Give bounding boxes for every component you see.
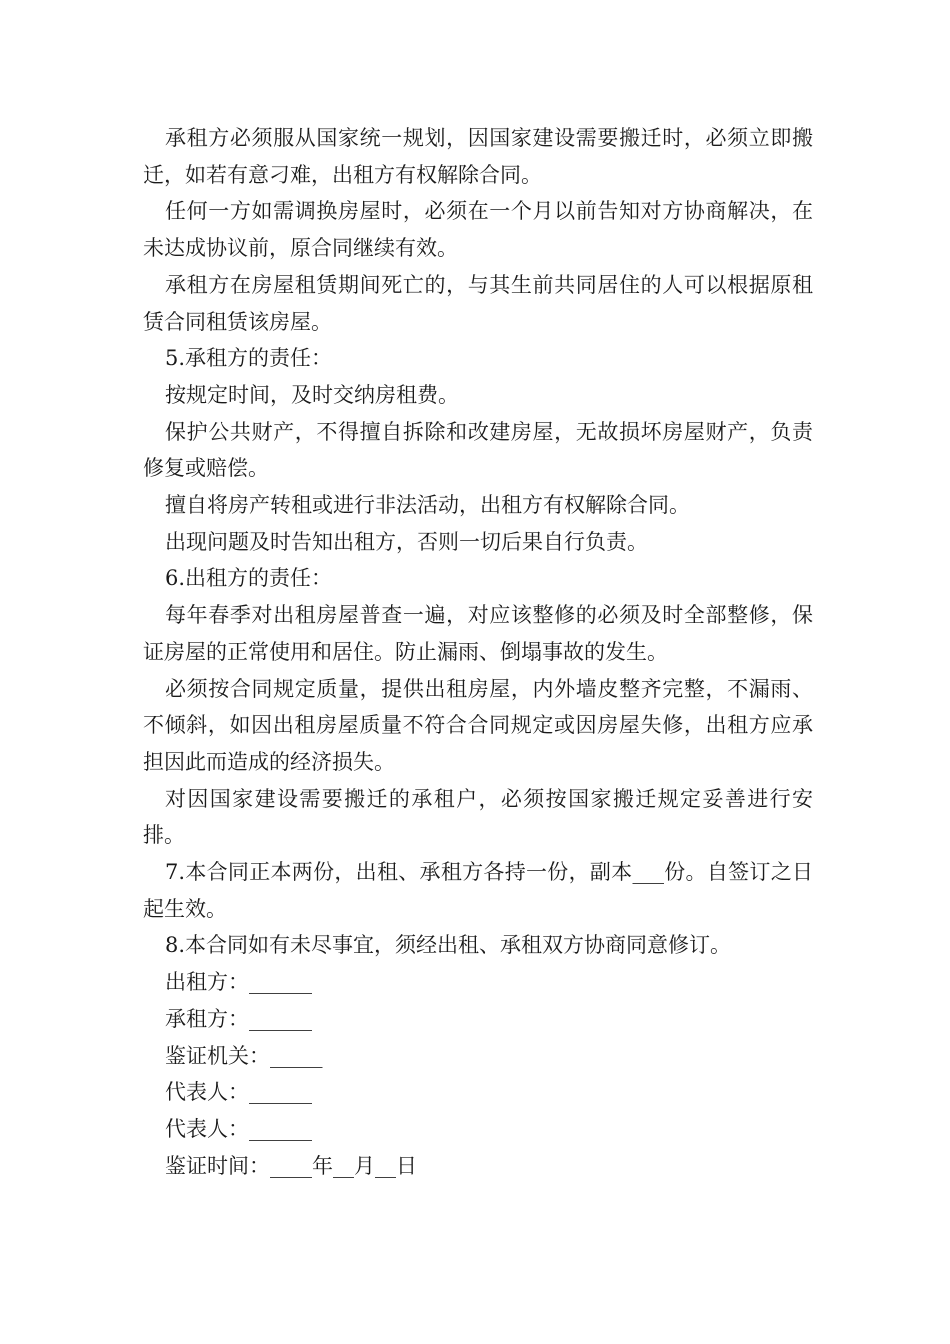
paragraph-pay-rent: 按规定时间，及时交纳房租费。 [165,382,459,407]
signature-landlord: 出租方：______ [165,970,312,995]
paragraph-amendments: 8.本合同如有未尽事宜，须经出租、承租双方协商同意修订。 [165,933,732,958]
paragraph-quality-requirement: 必须按合同规定质量，提供出租房屋，内外墙皮整齐完整，不漏雨、不倾斜，如因出租房屋质量不符合合同规定或因房屋失修，出租方应承担因此而造成的经济损失。 [143,676,813,774]
paragraph-report-problems: 出现问题及时告知出租方，否则一切后果自行负责。 [165,529,648,554]
signature-tenant: 承租方：______ [165,1006,312,1031]
paragraph-no-sublet: 擅自将房产转租或进行非法活动，出租方有权解除合同。 [165,493,690,518]
paragraph-relocation-arrangement: 对因国家建设需要搬迁的承租户，必须按国家搬迁规定妥善进行安排。 [143,786,813,848]
signature-representative: 代表人：______ [165,1080,312,1105]
signature-date: 鉴证时间：____年__月__日 [165,1153,417,1178]
signature-representative: 代表人：______ [165,1116,312,1141]
paragraph-house-exchange: 任何一方如需调换房屋时，必须在一个月以前告知对方协商解决，在未达成协议前，原合同继续有效。 [143,199,813,261]
signature-authority: 鉴证机关：_____ [165,1043,323,1068]
section-heading-landlord-duties: 6.出租方的责任： [165,566,333,591]
paragraph-relocation: 承租方必须服从国家统一规划，因国家建设需要搬迁时，必须立即搬迁，如若有意刁难，出租方有权解除合同。 [143,126,813,187]
paragraph-annual-inspection: 每年春季对出租房屋普查一遍，对应该整修的必须及时全部整修，保证房屋的正常使用和居住。防止漏雨、倒塌事故的发生。 [143,603,813,664]
paragraph-copies: 7.本合同正本两份，出租、承租方各持一份，副本___份。自签订之日起生效。 [143,860,813,921]
contract-body [143,120,813,1184]
paragraph-tenant-death: 承租方在房屋租赁期间死亡的，与其生前共同居住的人可以根据原租赁合同租赁该房屋。 [143,272,813,334]
section-heading-tenant-duties: 5.承租方的责任： [165,346,333,371]
paragraph-protect-property: 保护公共财产，不得擅自拆除和改建房屋，无故损坏房屋财产，负责修复或赔偿。 [143,419,813,481]
